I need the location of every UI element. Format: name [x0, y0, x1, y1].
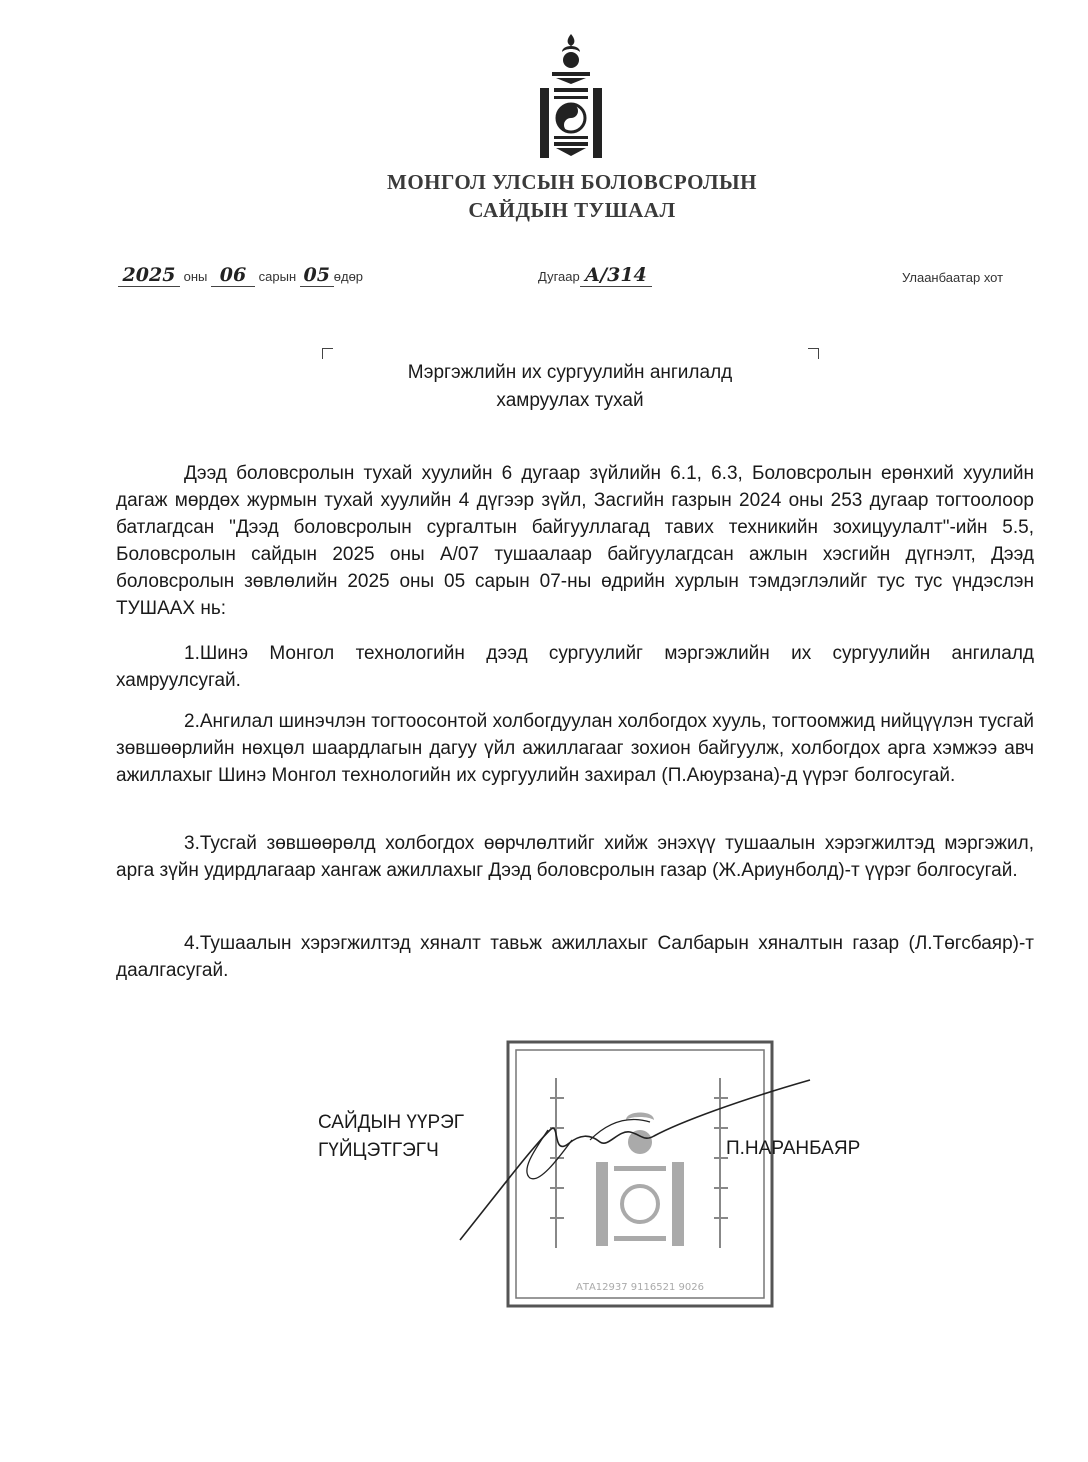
date-year-label: оны	[183, 269, 208, 284]
order-item-2: 2.Ангилал шинэчлэн тогтоосонтой холбогдуулан холбогдох хууль, тогтоомжид нийцүүлэн тусгай зөвшөөрлийн нөхцөл шаардлагын дагуу үйл ажиллагааг зохион байгуулж, холбогдох арга хэмжээ авч ажиллахыг Шинэ Монгол технологийн их сургуулийн захирал (П.Аюурзана)-д үүрэг болгосугай.	[116, 711, 1034, 786]
date-month: 06	[211, 264, 255, 287]
stamp-code: АТА12937 9116521 9026	[576, 1282, 704, 1293]
order-item-3: 3.Тусгай зөвшөөрөлд холбогдох өөрчлөлтийг хийж энэхүү тушаалын хэрэгжилтэд мэргэжил, арга зүйн удирдлагаар хангаж ажиллахыг Дээд боловсролын газар (Ж.Ариунболд)-т үүрэг болгосугай.	[116, 833, 1034, 881]
date-year: 2025	[118, 264, 180, 287]
city-label: Улаанбаатар хот	[902, 270, 1004, 285]
date-day: 05	[300, 264, 334, 287]
subject-corner-left	[322, 348, 333, 359]
date-field	[118, 264, 363, 294]
order-item-1: 1.Шинэ Монгол технологийн дээд сургуулийг мэргэжлийн их сургуулийн ангилалд хамруулсугай.	[116, 643, 1034, 691]
order-number: А/314	[580, 264, 652, 287]
order-item-4: 4.Тушаалын хэрэгжилтэд хяналт тавьж ажиллахыг Салбарын хяналтын газар (Л.Төгсбаяр)-т даалгасугай.	[116, 933, 1034, 981]
order-number-label: Дугаар	[538, 269, 580, 284]
subject-line-1: Мэргэжлийн их сургуулийн ангилалд	[407, 362, 733, 383]
date-month-label: сарын	[258, 269, 297, 284]
document-type-title: САЙДЫН ТУШААЛ	[468, 198, 676, 222]
signer-name: П.НАРАНБАЯР	[726, 1138, 861, 1159]
preamble-paragraph: Дээд боловсролын тухай хуулийн 6 дугаар зүйлийн 6.1, 6.3, Боловсролын ерөнхий хуулийн дагаж мөрдөх журмын тухай хуулийн 4 дүгээр зүйл, Засгийн газрын 2024 оны 253 дугаар тогтоолоор батлагдсан "Дээд боловсролын сургалтын байгууллагад тавих техникийн зохицуулалт"-ийн 5.5, Боловсролын сайдын 2025 оны А/07 тушаалаар байгуулагдсан ажлын хэсгийн дүгнэлт, Дээд боловсролын зөвлөлийн 2025 оны 05 сарын 07-ны өдрийн хурлын тэмдэглэлийг тус тус үндэслэн ТУШААХ нь:	[116, 463, 1034, 619]
ministry-name: МОНГОЛ УЛСЫН БОЛОВСРОЛЫН	[387, 170, 757, 194]
subject-corner-right	[808, 348, 819, 359]
soyombo-emblem-icon	[538, 32, 604, 160]
order-number-field	[538, 264, 652, 294]
signer-title-line-1: САЙДЫН ҮҮРЭГ	[318, 1112, 465, 1133]
subject-line-2: хамруулах тухай	[496, 390, 644, 411]
signer-title-line-2: ГҮЙЦЭТГЭГЧ	[318, 1140, 439, 1161]
date-day-label: өдөр	[333, 269, 364, 284]
handwritten-signature-icon	[440, 1060, 820, 1250]
